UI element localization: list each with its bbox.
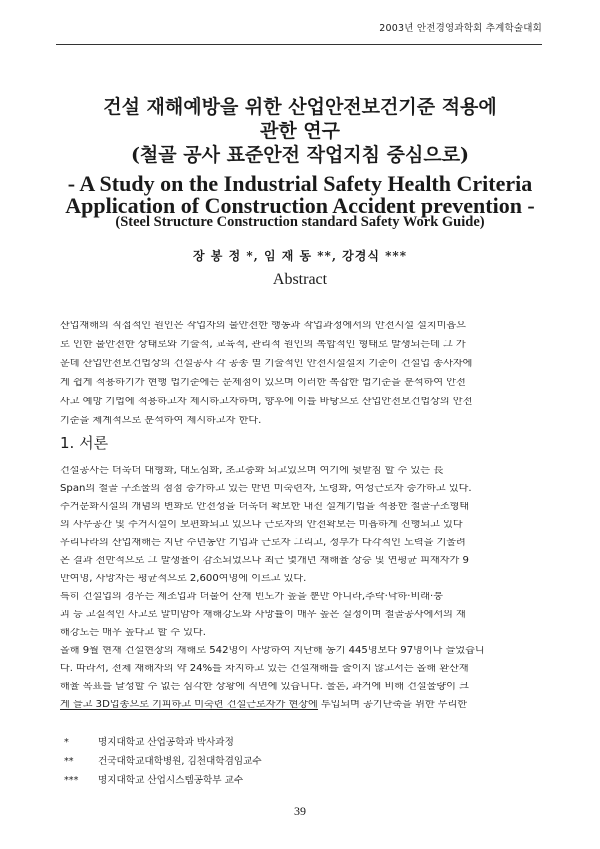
korean-title-line-2: 관한 연구 xyxy=(259,120,341,142)
body-line: 건설공사는 더욱더 대형화, 대도심화, 초고층화 되고있으며 여기에 뒷받침 할 수 있는 長 xyxy=(60,466,444,476)
body-line: 주거문화시설의 개념의 변화로 안전성을 더욱더 확보한 내진 설계기법을 적용한 철골구조형태 xyxy=(60,502,470,512)
body-line: 의 사무공간 및 주거시설이 보편화되고 있으나 근로자의 안전확보는 미흡하게 진행되고 있다 xyxy=(60,520,463,530)
abstract-line: 게 쉽게 적용하기가 현행 법기준에는 문제점이 있으며 이러한 복잡한 법기준을 분석하여 안전 xyxy=(60,378,466,388)
body-line: Span의 철골 구조물의 점점 증가하고 있는 반면 미숙련자, 노령화, 여성근로자 증가하고 있다. xyxy=(60,484,472,494)
section-heading-introduction: 1. 서론 xyxy=(60,434,109,452)
english-title-line-1: - A Study on the Industrial Safety Health Criteria xyxy=(67,171,533,196)
body-line: 우리나라의 산업재해는 지난 수년동안 기업과 근로자 그리고, 정부가 다각적인 노력을 기울려 xyxy=(60,538,466,548)
body-line: 온 결과 전반적으로 그 발생율이 감소되었으나 최근 몇개년 재해율 상승 및 연평균 피재자가 9 xyxy=(60,556,469,566)
footnote-mark: * xyxy=(64,737,69,748)
body-line: 특히 건설업의 경우는 제조업과 더불어 산재 빈도가 높을 뿐만 아니라,추락·낙하·비래·붕 xyxy=(60,592,443,602)
body-line: 다. 따라서, 전체 재해자의 약 24%를 차지하고 있는 건설재해를 줄이지 않고서는 올해 환산재 xyxy=(60,664,469,674)
abstract-line: 운데 산업안전보건법상의 건설공사 각 공종 별 기술적인 안전시설설치 기준이 건설업 종사자에 xyxy=(60,359,473,369)
footnote-rule xyxy=(60,709,318,710)
footnote xyxy=(64,753,262,767)
footnote xyxy=(64,772,243,786)
body-line: 게 늘고 3D업종으로 기피하고 미숙련 건설근로자가 현장에 투입되며 공기단축을 위한 무리한 xyxy=(60,700,468,710)
body-line: 괴 등 고질적인 사고로 말미암아 재해강도와 사망률이 매우 높은 실정이며 철골공사에서의 재 xyxy=(60,610,466,620)
body-line: 만여명, 사망자는 평균적으로 2,600여명에 이르고 있다. xyxy=(60,574,307,584)
abstract-heading: Abstract xyxy=(272,271,328,288)
english-title-line-2: Application of Construction Accident prevention - xyxy=(65,193,535,218)
footnote-mark: ** xyxy=(64,756,74,767)
abstract-line: 기준을 체계적으로 분석하여 제시하고자 한다. xyxy=(60,416,262,426)
body-line: 해강도는 매우 높다고 할 수 있다. xyxy=(60,628,207,638)
body-line: 올해 9월 현재 건설현장의 재해로 542명이 사망하여 지난해 동기 445명보다 97명이나 늘었습니 xyxy=(60,646,485,656)
footnote-text: 건국대학교대학병원, 김천대학겸임교수 xyxy=(98,756,262,767)
running-head: 2003년 안전경영과학회 추계학술대회 xyxy=(379,23,542,34)
authors: 장 봉 정 *, 임 재 동 **, 강경식 *** xyxy=(193,249,407,263)
footnote-mark: *** xyxy=(64,775,79,786)
footnote-text: 명지대학교 산업공학과 박사과정 xyxy=(98,737,234,748)
korean-title-line-1: 건설 재해예방을 위한 산업안전보건기준 적용에 xyxy=(103,96,497,118)
abstract-line: 산업재해의 직접적인 원인은 작업자의 불안전한 행동과 작업과정에서의 안전시설 설치미흡으 xyxy=(60,321,466,331)
korean-title-line-3: (철골 공사 표준안전 작업지침 중심으로) xyxy=(130,144,470,166)
footnote-text: 명지대학교 산업시스템공학부 교수 xyxy=(98,775,244,786)
abstract-line: 로 인한 불안전한 상태로와 기술적, 교육적, 관리적 원인의 복합적인 형태로 발생되는데 그 가 xyxy=(60,340,466,350)
body-line: 해율 목표를 달성할 수 없는 심각한 상황에 직면에 있습니다. 물론, 과거에 비해 건설물량이 크 xyxy=(60,682,469,692)
header-rule xyxy=(56,44,542,45)
english-subtitle: (Steel Structure Construction standard Safety Work Guide) xyxy=(115,214,485,230)
page-number: 39 xyxy=(294,804,306,818)
footnote xyxy=(64,734,234,748)
abstract-line: 사고 예방 기법에 적용하고자 제시하고자하며, 향후에 이를 바탕으로 산업안전보건법상의 안전 xyxy=(60,397,473,407)
